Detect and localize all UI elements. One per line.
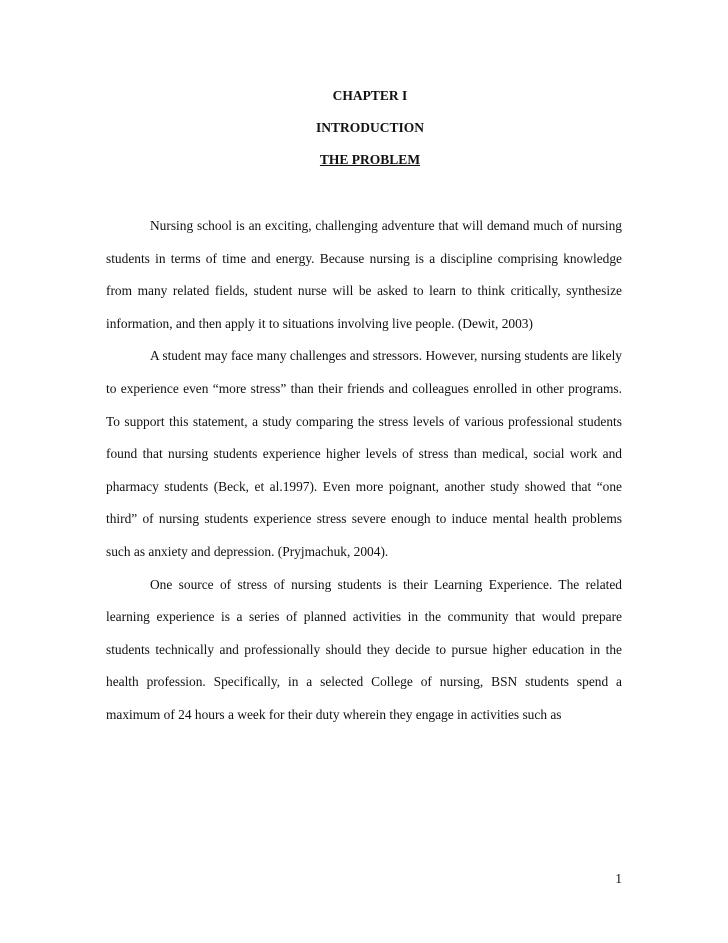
body-text [106,210,622,732]
heading-block [106,86,622,182]
paragraph: One source of stress of nursing students is their Learning Experience. The related learning experience is a series of planned activities in the community that would prepare students technically and professionally should they decide to pursue higher education in the health profession. Specifically, in a selected College of nursing, BSN students spend a maximum of 24 hours a week for their duty wherein they engage in activities such as [106,576,622,722]
subsection-heading-wrap [106,150,622,170]
chapter-heading: CHAPTER I [332,88,408,103]
subsection-heading: THE PROBLEM [319,152,421,167]
page-number: 1 [615,871,622,886]
paragraph: A student may face many challenges and stressors. However, nursing students are likely to experience even “more stress” than their friends and colleagues enrolled in other programs. To support this statement, a study comparing the stress levels of various professional students found that nursing students experience higher levels of stress than medical, social work and pharmacy students (Beck, et al.1997). Even more poignant, another study showed that “one third” of nursing students experience stress severe enough to induce mental health problems such as anxiety and depression. (Pryjmachuk, 2004). [106,348,622,559]
section-heading: INTRODUCTION [315,120,424,135]
paragraph: Nursing school is an exciting, challenging adventure that will demand much of nursing students in terms of time and energy. Because nursing is a discipline comprising knowledge from many related fields, student nurse will be asked to learn to think critically, synthesize information, and then apply it to situations involving live people. (Dewit, 2003) [106,218,622,331]
